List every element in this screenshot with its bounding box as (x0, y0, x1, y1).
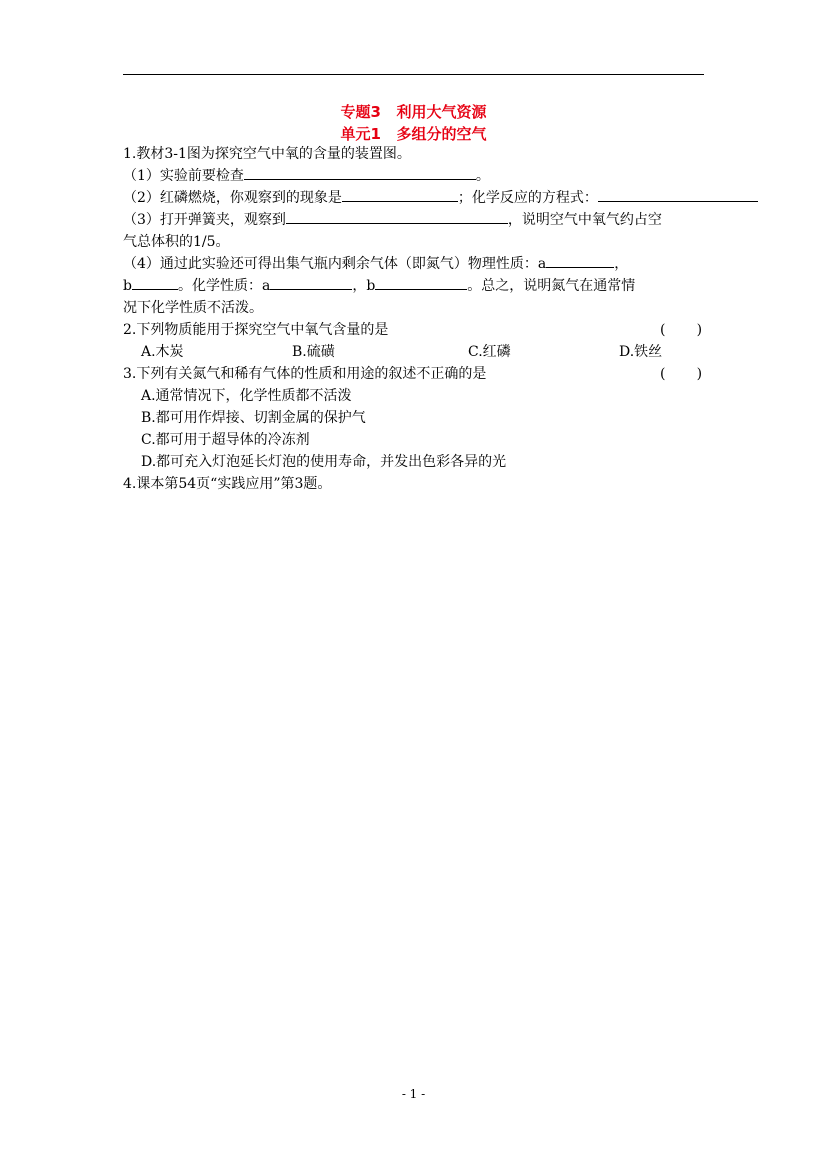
q2-stem: 2.下列物质能用于探究空气中氧气含量的是 (123, 322, 389, 338)
answer-parentheses[interactable]: ( ) (660, 366, 703, 382)
q3-option-c[interactable]: C.都可用于超导体的冷冻剂 (141, 432, 310, 448)
q1-part2-mid: ；化学反应的方程式： (457, 190, 598, 206)
header-rule (123, 74, 704, 75)
q1-part3-text: （3）打开弹簧夹，观察到 (123, 212, 286, 228)
q1-part4-comma: ， (614, 256, 629, 272)
q3-option-d[interactable]: D.都可充入灯泡延长灯泡的使用寿命，并发出色彩各异的光 (141, 454, 507, 470)
q1-part4-cont: 况下化学性质不活泼。 (123, 300, 263, 316)
q2-option-a[interactable]: A.木炭 (141, 344, 184, 360)
q1-part4-text: （4）通过此实验还可得出集气瓶内剩余气体（即氮气）物理性质：a (123, 256, 547, 272)
q1-part1-end: 。 (475, 168, 490, 184)
q1-part3-cont: 气总体积的1/5。 (123, 234, 230, 250)
q1-part2-text: （2）红磷燃烧，你观察到的现象是 (123, 190, 342, 206)
q1-part3-end: ，说明空气中氧气约占空 (507, 212, 662, 228)
q1-part4-b: b (123, 278, 132, 294)
q1-stem: 1.教材3-1图为探究空气中氧的含量的装置图。 (123, 146, 411, 162)
q1-part1-text: （1）实验前要检查 (123, 168, 244, 184)
answer-blank[interactable] (546, 253, 614, 268)
q1-part4-line2 (123, 275, 635, 297)
q3-option-b[interactable]: B.都可用作焊接、切割金属的保护气 (141, 410, 366, 426)
q2-option-c[interactable]: C.红磷 (468, 344, 511, 360)
q2-option-b[interactable]: B.硫磺 (292, 344, 335, 360)
q3-stem: 3.下列有关氮气和稀有气体的性质和用途的叙述不正确的是 (123, 366, 487, 382)
answer-blank[interactable] (270, 275, 352, 290)
q1-part2 (123, 187, 758, 209)
answer-blank[interactable] (286, 209, 508, 224)
q1-part4-end: 。总之，说明氮气在通常情 (467, 278, 636, 294)
q1-part1 (123, 165, 490, 187)
answer-blank[interactable] (375, 275, 467, 290)
q1-part3 (123, 209, 662, 231)
unit-title: 单元1 多组分的空气 (340, 125, 487, 143)
q2-option-d[interactable]: D.铁丝 (619, 344, 663, 360)
topic-title: 专题3 利用大气资源 (340, 103, 487, 121)
q1-part4-chem: 。化学性质：a (177, 278, 271, 294)
q1-part4-b2: ，b (352, 278, 376, 294)
page-number: - 1 - (401, 1087, 426, 1101)
q1-part4 (123, 253, 628, 275)
answer-blank[interactable] (598, 187, 758, 202)
answer-blank[interactable] (244, 165, 476, 180)
q3-option-a[interactable]: A.通常情况下，化学性质都不活泼 (141, 388, 352, 404)
answer-blank[interactable] (342, 187, 458, 202)
answer-parentheses[interactable]: ( ) (660, 322, 703, 338)
q4-stem: 4.课本第54页“实践应用”第3题。 (123, 476, 332, 492)
answer-blank[interactable] (132, 275, 178, 290)
